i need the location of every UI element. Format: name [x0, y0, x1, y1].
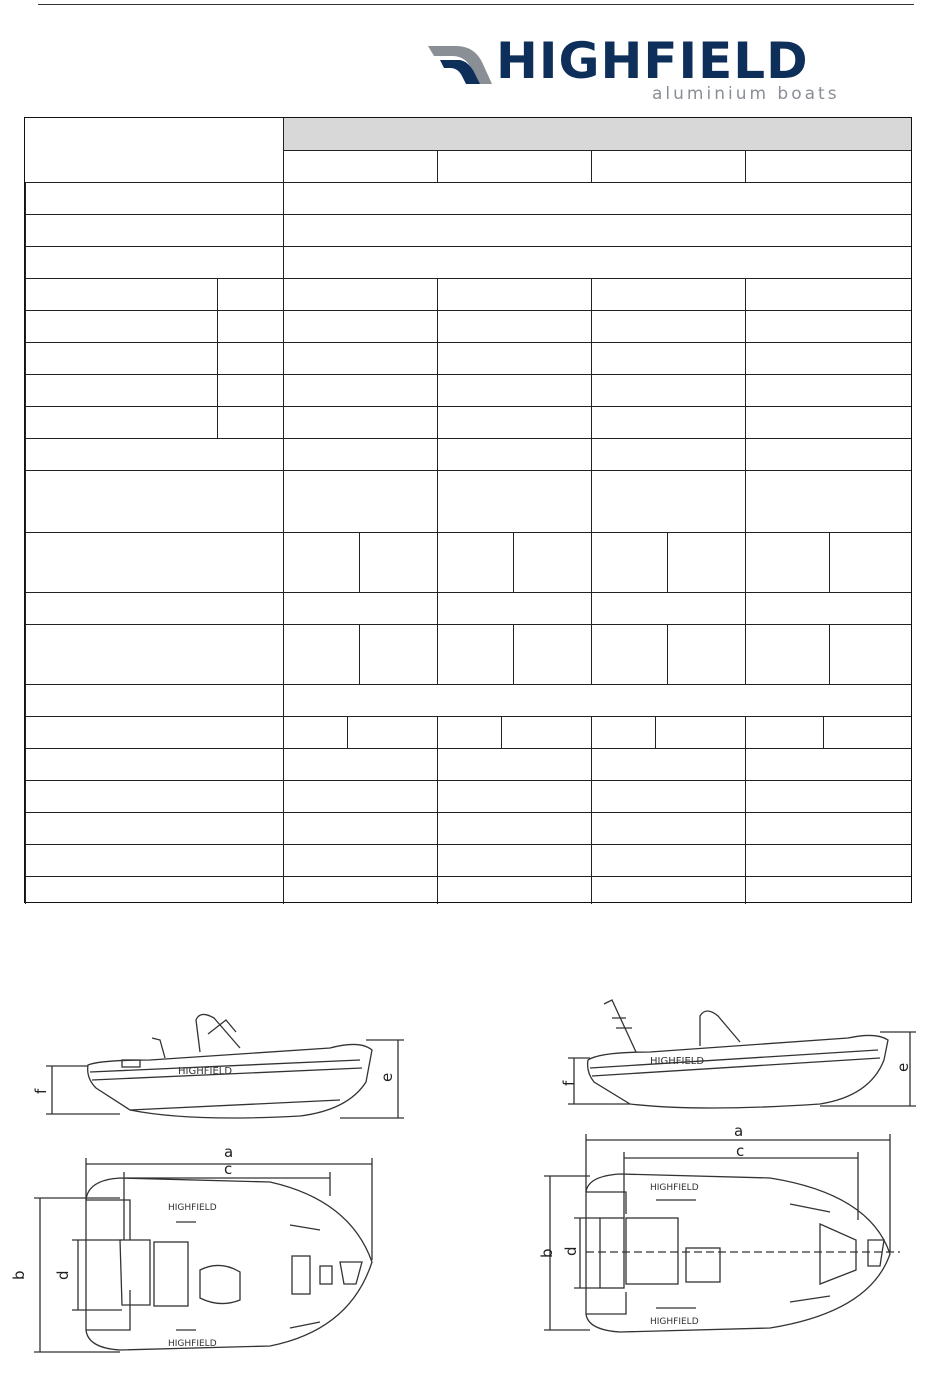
table-cell: [437, 150, 591, 182]
table-cell: [347, 716, 437, 748]
table-cell: [283, 406, 437, 438]
table-cell: [745, 812, 911, 844]
table-cell: [591, 812, 745, 844]
hull-text-right-side: HIGHFIELD: [650, 1056, 705, 1067]
table-cell: [25, 470, 283, 532]
table-cell: [25, 278, 217, 310]
dim-d-right: d: [562, 1246, 580, 1256]
table-cell: [25, 310, 217, 342]
boat-drawings: [0, 900, 950, 1397]
table-cell: [591, 748, 745, 780]
table-cell: [25, 716, 283, 748]
table-cell: [283, 624, 359, 684]
table-cell: [745, 716, 823, 748]
dim-a-left: a: [224, 1143, 234, 1161]
table-cell: [283, 532, 359, 592]
table-cell: [25, 592, 283, 624]
table-cell: [591, 150, 745, 182]
table-cell: [437, 844, 591, 876]
table-cell: [591, 438, 745, 470]
table-cell: [437, 532, 513, 592]
dim-e-right: e: [894, 1062, 912, 1072]
spec-table-header-band: [283, 118, 911, 150]
table-cell: [655, 716, 745, 748]
dim-c-right: c: [736, 1142, 745, 1160]
table-cell: [25, 342, 217, 374]
dim-d-left: d: [54, 1270, 72, 1280]
table-cell: [501, 716, 591, 748]
table-cell: [437, 624, 513, 684]
boat-drawing-right: [544, 1000, 916, 1332]
table-cell: [25, 684, 283, 716]
table-cell: [283, 182, 911, 214]
table-cell: [217, 310, 283, 342]
table-cell: [283, 684, 911, 716]
table-cell: [745, 374, 911, 406]
table-cell: [437, 592, 591, 624]
table-cell: [437, 470, 591, 532]
table-cell: [437, 406, 591, 438]
side-profile-right: [588, 1000, 888, 1108]
table-cell: [829, 532, 911, 592]
table-cell: [283, 342, 437, 374]
table-cell: [437, 780, 591, 812]
table-cell: [437, 438, 591, 470]
table-cell: [283, 716, 347, 748]
wave-logo-icon: [426, 40, 506, 90]
table-cell: [283, 150, 437, 182]
dim-b-right: b: [538, 1248, 556, 1258]
table-cell: [745, 624, 829, 684]
table-cell: [591, 624, 667, 684]
table-cell: [25, 532, 283, 592]
table-cell: [437, 342, 591, 374]
table-cell: [745, 438, 911, 470]
table-cell: [513, 624, 591, 684]
table-cell: [745, 310, 911, 342]
highfield-logo: [426, 32, 866, 108]
dim-c-left: c: [224, 1160, 233, 1178]
table-cell: [437, 278, 591, 310]
table-cell: [25, 844, 283, 876]
dim-f-left: f: [32, 1088, 50, 1094]
table-cell: [745, 470, 911, 532]
table-cell: [283, 592, 437, 624]
table-cell: [359, 624, 437, 684]
table-cell: [667, 624, 745, 684]
table-cell: [217, 406, 283, 438]
table-cell: [217, 278, 283, 310]
table-cell: [25, 374, 217, 406]
table-cell: [283, 246, 911, 278]
table-cell: [745, 532, 829, 592]
table-cell: [283, 214, 911, 246]
table-cell: [25, 748, 283, 780]
table-cell: [283, 780, 437, 812]
table-cell: [745, 592, 911, 624]
table-cell: [283, 310, 437, 342]
table-cell: [283, 374, 437, 406]
table-cell: [513, 532, 591, 592]
table-cell: [591, 844, 745, 876]
table-cell: [25, 182, 283, 214]
table-cell: [591, 310, 745, 342]
table-cell: [591, 278, 745, 310]
top-view-right: [586, 1174, 900, 1332]
hull-text-left-top-a: HIGHFIELD: [168, 1203, 217, 1213]
table-cell: [745, 844, 911, 876]
hull-text-right-top-a: HIGHFIELD: [650, 1183, 699, 1193]
table-cell: [283, 438, 437, 470]
table-cell: [25, 812, 283, 844]
boat-drawings-svg: [0, 900, 950, 1397]
table-cell: [283, 748, 437, 780]
spec-table: [24, 117, 912, 903]
table-cell: [745, 342, 911, 374]
table-cell: [745, 748, 911, 780]
table-cell: [591, 406, 745, 438]
table-cell: [25, 214, 283, 246]
table-cell: [283, 470, 437, 532]
table-cell: [437, 310, 591, 342]
dim-b-left: b: [10, 1270, 28, 1280]
table-cell: [591, 716, 655, 748]
table-cell: [829, 624, 911, 684]
table-cell: [745, 406, 911, 438]
hull-text-left-top-b: HIGHFIELD: [168, 1339, 217, 1349]
table-cell: [745, 278, 911, 310]
table-cell: [823, 716, 911, 748]
brand-tagline: aluminium boats: [652, 84, 840, 104]
side-profile-left: [88, 1014, 372, 1118]
table-cell: [283, 844, 437, 876]
top-view-left: [86, 1178, 372, 1350]
dim-a-right: a: [734, 1122, 744, 1140]
table-cell: [745, 150, 911, 182]
table-cell: [437, 748, 591, 780]
table-cell: [437, 374, 591, 406]
table-cell: [591, 470, 745, 532]
table-cell: [25, 246, 283, 278]
dim-labels-left: [10, 1073, 396, 1280]
dim-e-left: e: [378, 1072, 396, 1082]
hull-text-left-side: HIGHFIELD: [178, 1066, 233, 1077]
table-cell: [437, 812, 591, 844]
table-cell: [217, 374, 283, 406]
table-cell: [25, 438, 283, 470]
hull-text-right-top-b: HIGHFIELD: [650, 1317, 699, 1327]
top-rule: [38, 4, 914, 5]
header-divider: [283, 118, 284, 150]
table-cell: [591, 342, 745, 374]
table-cell: [591, 532, 667, 592]
table-cell: [217, 342, 283, 374]
table-cell: [591, 592, 745, 624]
table-cell: [283, 278, 437, 310]
table-cell: [25, 406, 217, 438]
table-cell: [283, 812, 437, 844]
table-cell: [591, 374, 745, 406]
table-cell: [591, 780, 745, 812]
brand-name: HIGHFIELD: [496, 32, 809, 90]
boat-drawing-left: [34, 1014, 404, 1352]
dim-f-right: f: [560, 1080, 578, 1086]
table-cell: [437, 716, 501, 748]
table-cell: [359, 532, 437, 592]
table-cell: [745, 780, 911, 812]
table-cell: [667, 532, 745, 592]
table-cell: [25, 780, 283, 812]
table-cell: [25, 624, 283, 684]
